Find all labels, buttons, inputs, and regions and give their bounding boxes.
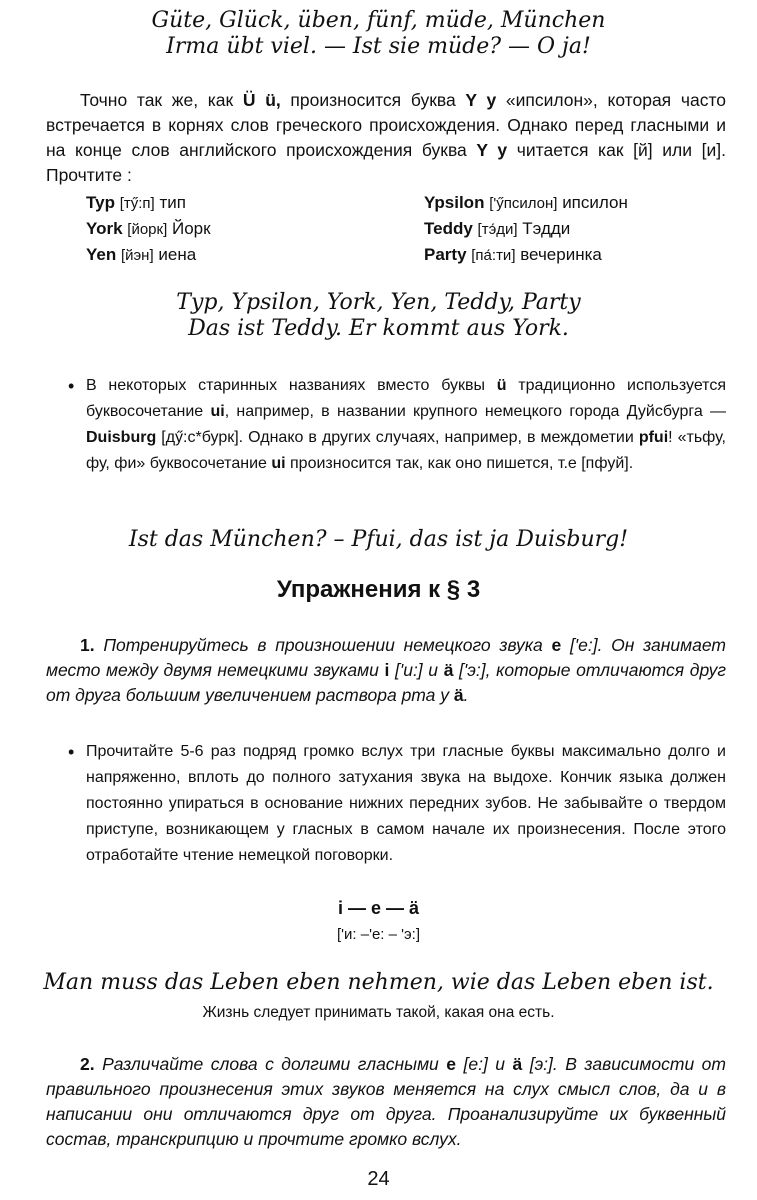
handwritten-line: Ist das München? – Pfui, das ist ja Duisburg! xyxy=(128,527,629,552)
vowel-sequence: i — e — ä xyxy=(337,898,420,918)
handwritten-examples-2 xyxy=(0,290,757,342)
proverb-translation: Жизнь следует принимать такой, какая она есть. xyxy=(202,1004,555,1021)
page-number: 24 xyxy=(367,1168,390,1190)
handwritten-examples-3 xyxy=(0,527,757,553)
handwritten-line: Typ, Ypsilon, York, Yen, Teddy, Party xyxy=(176,290,581,315)
handwritten-examples-1 xyxy=(0,8,757,60)
handwritten-proverb: Man muss das Leben eben nehmen, wie das Leben eben ist. xyxy=(43,970,714,995)
bullet-instructions: • Прочитайте 5-6 раз подряд громко вслух три гласные буквы максимально долго и напряженно, вплоть до полного затухания звука на выдохе. Кончик языка должен постоянно упираться в основание нижних передних зубов. Не забывайте о твердом приступе, возникающем у гласных в самом начале их произнесения. После этого отработайте чтение немецкой поговорки. xyxy=(86,739,726,869)
word-row: Typ [тӳ:п] тип Ypsilon ['ӳпсилон] ипсилон xyxy=(86,193,628,212)
vowel-transcription: ['и: –'е: – 'э:] xyxy=(337,926,420,943)
exercise-2: 2. Различайте слова с долгими гласными e [е:] и ä [э:]. В зависимости от правильного произнесения этих звуков меняется на слух смысл слов, да и в написании они отличаются друг от друга. Проанализируйте их буквенный состав, транскрипцию и прочтите громко вслух. xyxy=(46,1054,726,1149)
word-list xyxy=(86,190,726,268)
word-row: Yen [йэн] иена Party [па́:ти] вечеринка xyxy=(86,245,602,264)
bullet-ui-note: • В некоторых старинных названиях вместо буквы ü традиционно используется буквосочетание ui, например, в названии крупного немецкого города Дуйсбурга — Duisburg [дӳ:с*бурк]. Однако в других случаях, например, в междометии pfui! «тьфу, фу, фи» буквосочетание ui произносится так, как оно пишется, т.е [пфуй]. xyxy=(86,373,726,477)
section-heading: Упражнения к § 3 xyxy=(276,576,481,603)
exercise-1: 1. Потренируйтесь в произношении немецкого звука e ['е:]. Он занимает место между двумя немецкими звуками i ['и:] и ä ['э:], которые отличаются друг от друга большим увеличением раствора рта у ä. xyxy=(46,635,726,705)
paragraph-y-rule: Точно так же, как Ü ü, произносится буква Y y «ипсилон», которая часто встречается в корнях слов греческого происхождения. Однако перед гласными и на конце слов английского происхождения буква Y y читается как [й] или [и]. Прочтите : xyxy=(46,90,727,185)
handwritten-line: Güte, Glück, üben, fünf, müde, München xyxy=(151,8,606,33)
word-row: York [йорк] Йорк Teddy [тэ́ди] Тэдди xyxy=(86,219,571,238)
handwritten-line: Irma übt viel. — Ist sie müde? — O ja! xyxy=(166,34,591,59)
handwritten-line: Das ist Teddy. Er kommt aus York. xyxy=(188,316,569,341)
